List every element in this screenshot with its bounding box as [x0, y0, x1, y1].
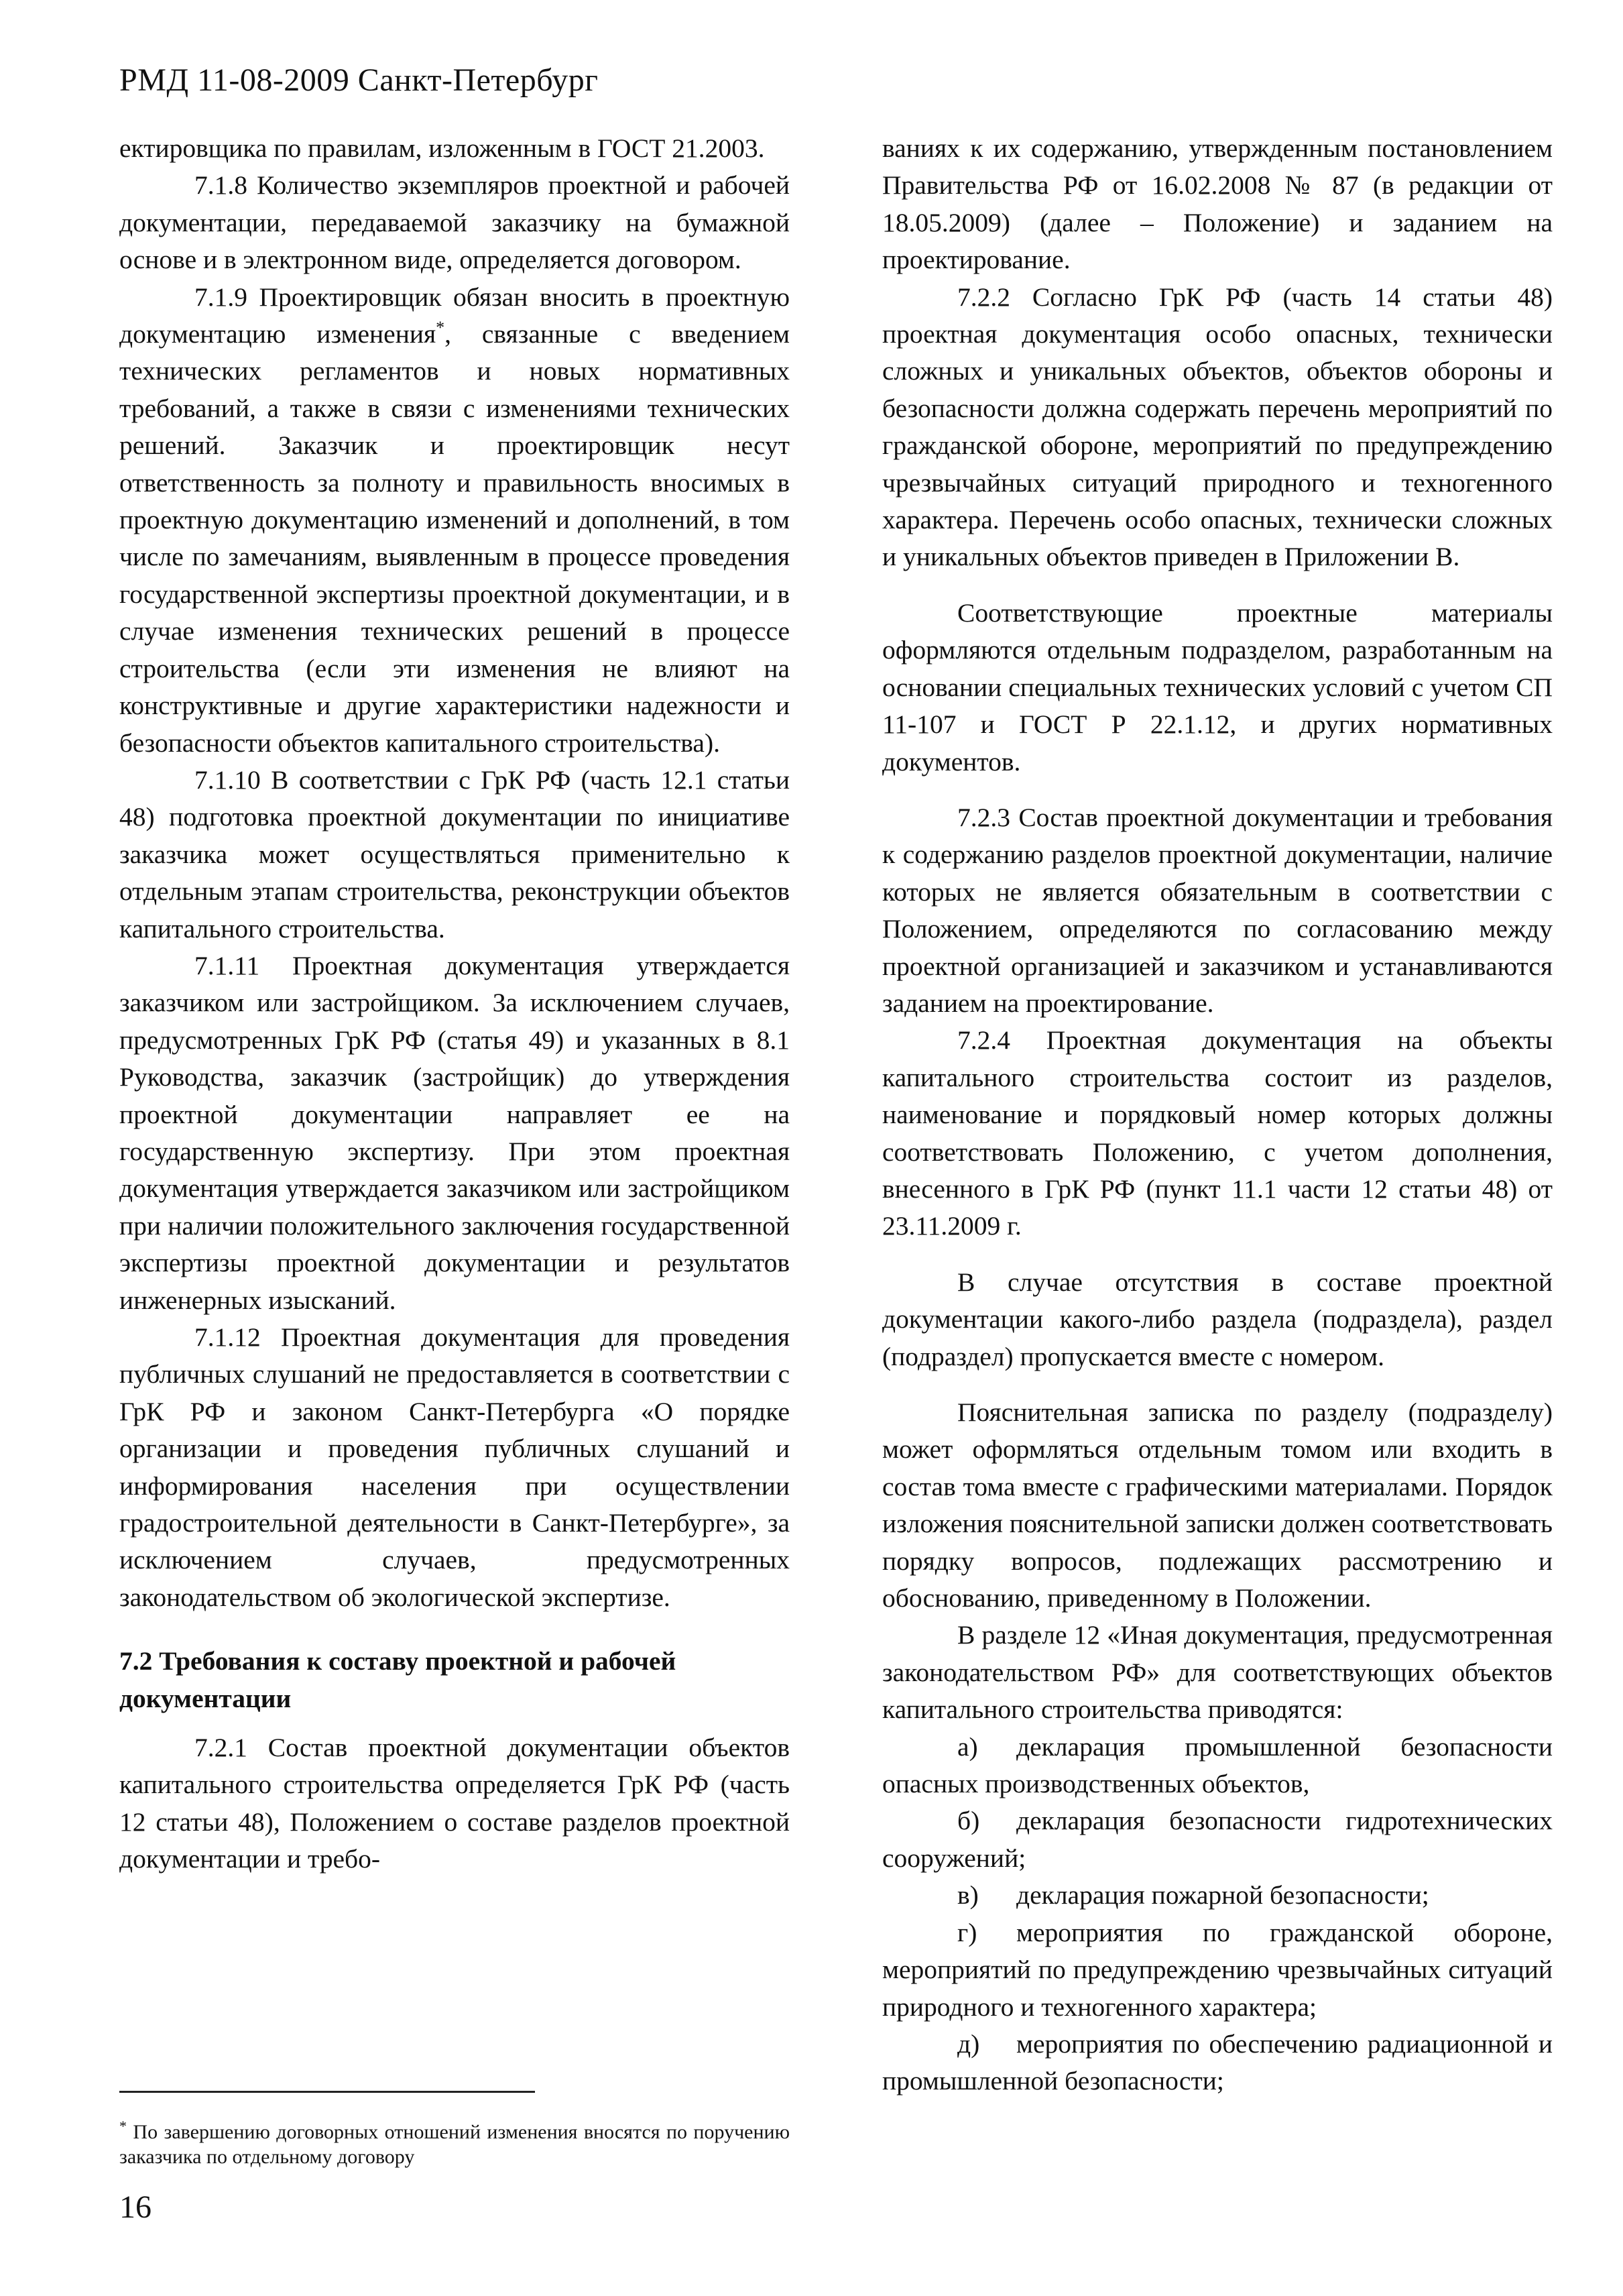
list-item-text: декларация пожарной безопасности; — [1016, 1880, 1429, 1910]
paragraph-7-1-9-part2: , связанные с введением технических регламентов и новых нормативных требований, а также в связи с изменениями технических решений. Заказчик и проектировщик несут ответственность за полноту и правильность вносимых в проектную документацию изменений и дополнений, в том числе по замечаниям, выявленным в процессе проведения государственной экспертизы проектной документации, и в случае изменения технических решений в процессе строительства (если эти изменения не влияют на конструктивные и другие характеристики надежности и безопасности объектов капитального строительства). — [119, 319, 790, 758]
list-item-text: декларация промышленной безопасности опасных производственных объектов, — [882, 1731, 1553, 1799]
section-12-list — [882, 1729, 1553, 2100]
paragraph-continued-right: ваниях к их содержанию, утвержденным постановлением Правительства РФ от 16.02.2008 № 87 (в редакции от 18.05.2009) (далее – Положение) и заданием на проектирование. — [882, 133, 1553, 275]
page-number: 16 — [119, 2189, 152, 2225]
paragraph-7-2-4: 7.2.4 Проектная документация на объекты капитального строительства состоит из разделов, наименование и порядковый номер которых должны соответствовать Положению, с учетом дополнения, внесенного в ГрК РФ (пункт 11.1 части 12 статьи 48) от 23.11.2009 г. — [882, 1025, 1553, 1241]
footnote — [119, 2114, 790, 2169]
list-item-text: мероприятия по обеспечению радиационной и промышленной безопасности; — [882, 2028, 1553, 2096]
list-marker: г) — [957, 1917, 977, 1947]
paragraph-7-2-2: 7.2.2 Согласно ГрК РФ (часть 14 статьи 48) проектная документация особо опасных, технически сложных и уникальных объектов, объектов обороны и безопасности должна содержать перечень мероприятий по гражданской обороне, мероприятий по предупреждению чрезвычайных ситуаций природного и техногенного характера. Перечень особо опасных, технически сложных и уникальных объектов приведен в Приложении В. — [882, 282, 1553, 572]
paragraph-section-12: В разделе 12 «Иная документация, предусмотренная законодательством РФ» для соответствующих объектов капитального строительства приводятся: — [882, 1620, 1553, 1725]
list-item-text: декларация безопасности гидротехнических сооружений; — [882, 1806, 1553, 1873]
paragraph-7-1-8: 7.1.8 Количество экземпляров проектной и рабочей документации, передаваемой заказчику на бумажной основе и в электронном виде, определяется договором. — [119, 170, 790, 275]
footnote-star: * — [119, 2118, 127, 2134]
paragraph-7-1-9-part1: 7.1.9 Проектировщик обязан вносить в проектную документацию изменения — [119, 282, 790, 349]
paragraph-explanatory-note: Пояснительная записка по разделу (подразделу) может оформляться отдельным томом или входить в состав тома вместе с графическими материалами. Порядок изложения пояснительной записки должен соответствовать порядку вопросов, подлежащих рассмотрению и обоснованию, приведенному в Положении. — [882, 1397, 1553, 1613]
footnote-text: По завершению договорных отношений изменения вносятся по поручению заказчика по отдельному договору — [119, 2121, 790, 2168]
list-marker: в) — [957, 1880, 979, 1910]
footnote-divider — [119, 2091, 535, 2093]
right-column — [882, 130, 1553, 2100]
paragraph-missing-section: В случае отсутствия в составе проектной документации какого-либо раздела (подраздела), раздел (подраздел) пропускается вместе с номером. — [882, 1267, 1553, 1371]
list-marker: д) — [957, 2028, 980, 2059]
list-item — [882, 1914, 1553, 2026]
paragraph-7-1-10: 7.1.10 В соответствии с ГрК РФ (часть 12.1 статьи 48) подготовка проектной документации по инициативе заказчика может осуществляться применительно к отдельным этапам строительства, реконструкции объектов капитального строительства. — [119, 764, 790, 943]
paragraph-7-2-1: 7.2.1 Состав проектной документации объектов капитального строительства определяется ГрК РФ (часть 12 статьи 48), Положением о составе разделов проектной документации и требо- — [119, 1733, 790, 1874]
running-header: РМД 11-08-2009 Санкт-Петербург — [119, 62, 599, 98]
paragraph-materials: Соответствующие проектные материалы оформляются отдельным подразделом, разработанным на основании специальных технических условий с учетом СП 11-107 и ГОСТ Р 22.1.12, и других нормативных документов. — [882, 597, 1553, 777]
section-heading-7-2: 7.2 Требования к составу проектной и рабочей документации — [119, 1646, 676, 1713]
left-column — [119, 130, 790, 1878]
paragraph-7-1-11: 7.1.11 Проектная документация утверждается заказчиком или застройщиком. За исключением случаев, предусмотренных ГрК РФ (статья 49) и указанных в 8.1 Руководства, заказчик (застройщик) до утверждения проектной документации направляет ее на государственную экспертизу. При этом проектная документация утверждается заказчиком или застройщиком при наличии положительного заключения государственной экспертизы проектной документации и результатов инженерных изысканий. — [119, 950, 790, 1315]
list-marker: а) — [957, 1731, 978, 1762]
paragraph-7-1-12: 7.1.12 Проектная документация для проведения публичных слушаний не предоставляется в соответствии с ГрК РФ и законом Санкт-Петербурга «О порядке организации и проведения публичных слушаний и информирования населения при осуществлении градостроительной деятельности в Санкт-Петербурге», за исключением случаев, предусмотренных законодательством об экологической экспертизе. — [119, 1322, 790, 1612]
footnote-marker[interactable]: * — [436, 317, 445, 337]
list-item — [882, 1877, 1553, 1914]
paragraph-7-1-9 — [119, 279, 790, 762]
paragraph-7-2-3: 7.2.3 Состав проектной документации и требования к содержанию разделов проектной документации, наличие которых не является обязательным в соответствии с Положением, определяются по согласованию между проектной организацией и заказчиком и устанавливаются заданием на проектирование. — [882, 802, 1553, 1018]
list-item — [882, 2026, 1553, 2100]
list-item-text: мероприятия по гражданской обороне, мероприятий по предупреждению чрезвычайных ситуаций природного и техногенного характера; — [882, 1917, 1553, 2022]
paragraph-continued: ектировщика по правилам, изложенным в ГОСТ 21.2003. — [119, 133, 765, 163]
list-item — [882, 1802, 1553, 1877]
list-item — [882, 1729, 1553, 1803]
list-marker: б) — [957, 1806, 980, 1836]
